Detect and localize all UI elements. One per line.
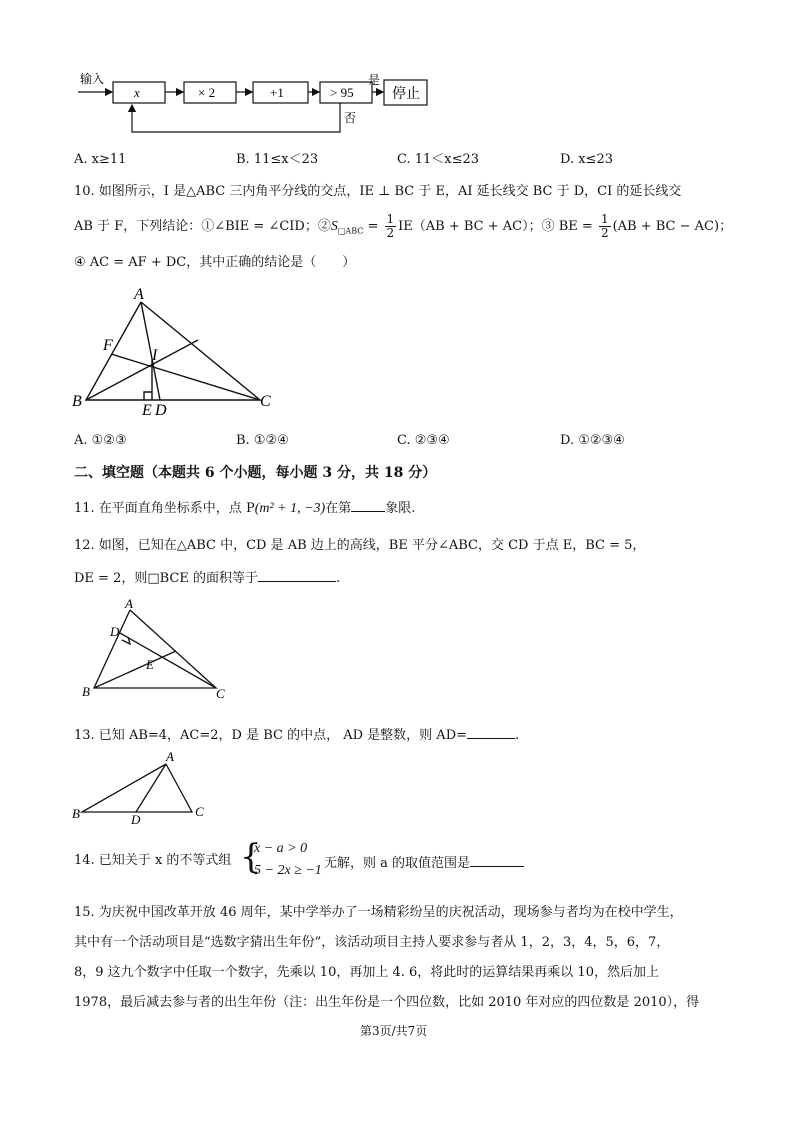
q10-line2-s: S bbox=[330, 219, 338, 234]
q13-label-b: B bbox=[72, 806, 80, 821]
q12-label-a: A bbox=[125, 596, 133, 611]
flow-yes-label: 是 bbox=[368, 73, 381, 87]
q12-line2 bbox=[74, 567, 340, 588]
q13-label-d: D bbox=[131, 812, 141, 827]
q10-frac-den: 2 bbox=[386, 226, 395, 240]
q10-label-c: C bbox=[260, 393, 271, 410]
q14-post-line bbox=[324, 852, 524, 873]
q13-line bbox=[74, 724, 519, 745]
q14-pre: 14. 已知关于 x 的不等式组 bbox=[74, 853, 232, 868]
q10-label-b: B bbox=[72, 393, 82, 410]
q10-option-c: C. ②③④ bbox=[397, 433, 450, 448]
q10-frac-num: 1 bbox=[386, 212, 395, 226]
q10-fraction-half-2 bbox=[599, 213, 611, 240]
q9-option-d: D. x≤23 bbox=[560, 152, 613, 167]
q14-ineq1: x − a > 0 bbox=[254, 841, 308, 856]
q10-line2-c: IE（AB + BC + AC）；③ BE = bbox=[398, 219, 597, 234]
q11-expr: (m² + 1, −3) bbox=[254, 501, 326, 516]
q11-pre: 11. 在平面直角坐标系中，点 P bbox=[74, 501, 255, 516]
flowchart bbox=[70, 72, 440, 142]
q10-label-a: A bbox=[134, 286, 144, 303]
q12-line2-post: . bbox=[336, 571, 341, 586]
q12-label-b: B bbox=[82, 684, 90, 699]
flow-box-cond: > 95 bbox=[330, 85, 354, 100]
q10-label-i: I bbox=[152, 347, 158, 364]
q12-label-c: C bbox=[216, 686, 225, 701]
q15-line1: 15. 为庆祝中国改革开放 46 周年，某中学举办了一场精彩纷呈的庆祝活动，现场参与者均为在校中学生， bbox=[74, 905, 683, 920]
q14-post: 无解，则 a 的取值范围是 bbox=[324, 856, 471, 871]
q14-ineq2: 5 − 2x ≥ −1 bbox=[254, 863, 322, 878]
q13-pre: 13. 已知 AB=4，AC=2，D 是 BC 的中点， AD 是整数，则 AD= bbox=[74, 728, 468, 743]
q11-post2: 象限. bbox=[385, 501, 416, 516]
q15-line4: 1978，最后减去参与者的出生年份（注：出生年份是一个四位数，比如 2010 年对应的四位数是 2010），得 bbox=[74, 995, 700, 1010]
q13-label-a: A bbox=[166, 749, 174, 764]
q10-label-f: F bbox=[103, 337, 113, 354]
q14-brace: { bbox=[240, 837, 262, 877]
q10-option-a: A. ①②③ bbox=[74, 433, 127, 448]
q14-answer-blank[interactable] bbox=[470, 852, 524, 867]
q13-label-c: C bbox=[195, 804, 204, 819]
q10-option-d: D. ①②③④ bbox=[560, 433, 625, 448]
q9-option-a: A. x≥11 bbox=[74, 152, 127, 167]
q11-post: 在第 bbox=[325, 501, 352, 516]
q9-option-c: C. 11＜x≤23 bbox=[397, 152, 480, 167]
q10-label-d: D bbox=[155, 402, 167, 417]
q10-frac2-den: 2 bbox=[600, 226, 609, 240]
flow-stop-label: 停止 bbox=[392, 87, 420, 102]
section-title-fill-in: 二、填空题（本题共 6 个小题，每小题 3 分，共 18 分） bbox=[74, 465, 437, 481]
q10-line2-b: = bbox=[363, 219, 383, 234]
q10-line2-a: AB 于 F，下列结论：①∠BIE = ∠CID；② bbox=[74, 219, 331, 234]
q11-line bbox=[74, 497, 415, 520]
flow-box-times2: × 2 bbox=[198, 85, 216, 100]
q10-fraction-half bbox=[385, 213, 397, 240]
q15-line2: 其中有一个活动项目是“选数字猜出生年份”，该活动项目主持人要求参与者从 1，2，3，4，5，6，7， bbox=[74, 935, 670, 950]
q12-label-e: E bbox=[146, 657, 154, 672]
q10-line2-sub: □ABC bbox=[337, 226, 364, 236]
page-footer: 第3页/共7页 bbox=[360, 1024, 428, 1038]
q10-line1: 10. 如图所示，I 是△ABC 三内角平分线的交点，IE ⊥ BC 于 E，AI 延长线交 BC 于 D，CI 的延长线交 bbox=[74, 184, 682, 199]
q12-triangle-figure bbox=[78, 596, 238, 702]
q11-answer-blank[interactable] bbox=[351, 497, 385, 512]
q12-line1: 12. 如图，已知在△ABC 中，CD 是 AB 边上的高线，BE 平分∠ABC，交 CD 于点 E，BC = 5， bbox=[74, 538, 646, 553]
q12-label-d: D bbox=[110, 624, 120, 639]
q10-line3: ④ AC = AF + DC，其中正确的结论是（ ） bbox=[74, 255, 356, 270]
q9-option-b: B. 11≤x＜23 bbox=[236, 152, 319, 167]
q13-answer-blank[interactable] bbox=[467, 724, 515, 739]
q10-line2-d: (AB + BC − AC)； bbox=[612, 219, 733, 234]
flow-input-label: 输入 bbox=[80, 72, 105, 86]
flow-no-label: 否 bbox=[344, 111, 357, 125]
q10-label-e: E bbox=[142, 402, 152, 417]
q12-line2-pre: DE = 2，则□BCE 的面积等于 bbox=[74, 571, 258, 586]
q10-frac2-num: 1 bbox=[600, 212, 609, 226]
flow-box-plus1: +1 bbox=[270, 85, 284, 100]
q13-triangle-figure bbox=[70, 748, 220, 828]
q12-answer-blank[interactable] bbox=[258, 567, 336, 582]
q10-triangle-figure bbox=[68, 282, 288, 417]
q10-option-b: B. ①②④ bbox=[236, 433, 289, 448]
flow-box-x: x bbox=[134, 85, 140, 100]
q15-line3: 8，9 这九个数字中任取一个数字，先乘以 10，再加上 4. 6，将此时的运算结果再乘以 10，然后加上 bbox=[74, 965, 659, 980]
q13-post: . bbox=[515, 728, 520, 743]
q10-line2 bbox=[74, 212, 732, 242]
